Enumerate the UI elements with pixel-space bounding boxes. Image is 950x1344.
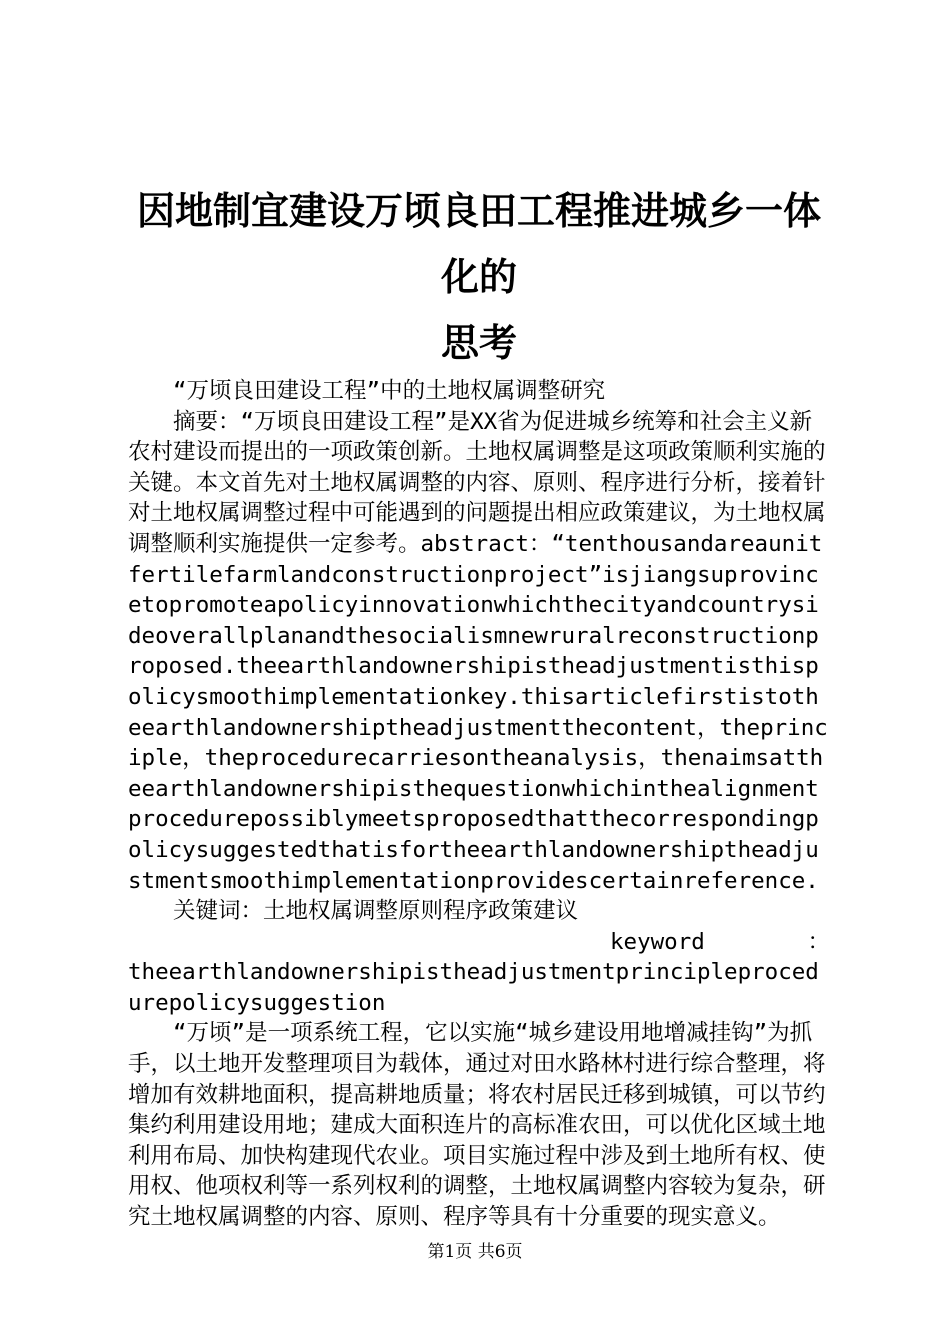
page-number: 第1页 共6页 xyxy=(427,1242,523,1262)
body-paragraph-1: “万顷”是一项系统工程，它以实施“城乡建设用地增减挂钩”为抓手，以土地开发整理项目为载体，通过对田水路林村进行综合整理，将增加有效耕地面积，提高耕地质量；将农村居民迁移到城镇，可以节约集约利用建设用地；建成大面积连片的高标准农田，可以优化区域土地利用布局、加快构建现代农业。项目实施过程中涉及到土地所有权、使用权、他项权利等一系列权利的调整，土地权属调整内容较为复杂，研究土地权属调整的内容、原则、程序等具有十分重要的现实意义。 xyxy=(128,1020,826,1231)
document-subtitle: “万顷良田建设工程”中的土地权属调整研究 xyxy=(173,378,606,404)
keywords-english: theearthlandownershipistheadjustmentprincipleprocedurepolicysuggestion xyxy=(128,959,819,1016)
abstract-paragraph: 摘要：“万顷良田建设工程”是XX省为促进城乡统筹和社会主义新农村建设而提出的一项政策创新。土地权属调整是这项政策顺利实施的关键。本文首先对土地权属调整的内容、原则、程序进行分析，接着针对土地权属调整过程中可能遇到的问题提出相应政策建议，为土地权属调整顺利实施提供一定参考。abstract：“tenthousandareaunitfertilefarmlandconstructionproject”isjiangsuprovincetopromoteapolicyinnovationwhichthecityandcountrysideoverallplanandthesocialismnewruralreconstructionproposed.theearthlandownershipistheadjustmentisthispolicysmoothimplementationkey.thisarticlefirstistotheearthlandownershiptheadjustmentthecontent，theprinciple，theprocedurecarriesontheanalysis，thenaimsattheearthlandownershipisthequestionwhichinthealignmentprocedurepossiblymeetsproposedthatthecorrespondingpolicysuggestedthatisfortheearthlandownershiptheadjustmentsmoothimplementationprovidescertainreference. xyxy=(128,408,828,894)
keywords-chinese: 关键词：土地权属调整原则程序政策建议 xyxy=(173,898,579,925)
keyword-label-line xyxy=(610,927,830,958)
keyword-label: keyword xyxy=(610,928,705,955)
keyword-colon: ： xyxy=(807,928,830,955)
keyword-label-row xyxy=(128,927,830,958)
page-footer xyxy=(0,1240,950,1264)
title-line-1: 因地制宜建设万顷良田工程推进城乡一体化的 xyxy=(136,188,821,299)
title-line-2: 思考 xyxy=(440,320,517,365)
document-title xyxy=(128,178,830,376)
document-content xyxy=(128,178,830,1233)
